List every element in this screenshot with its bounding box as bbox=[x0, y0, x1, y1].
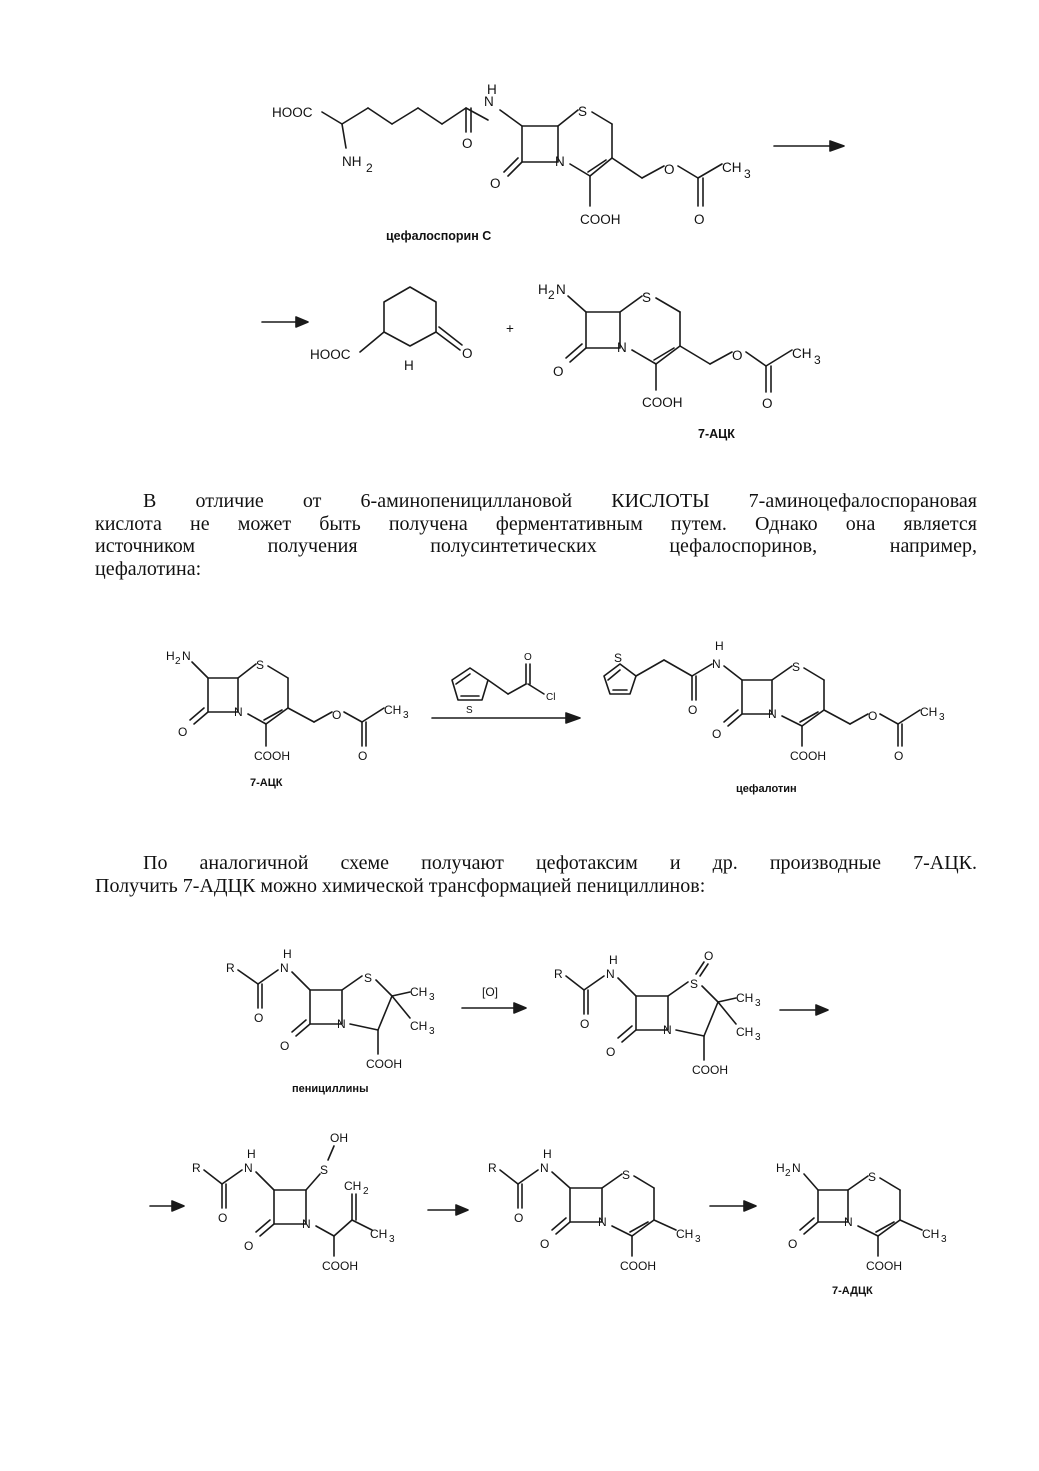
reaction-arrow bbox=[428, 1205, 468, 1215]
svg-text:O: O bbox=[462, 136, 473, 151]
svg-text:COOH: COOH bbox=[580, 212, 621, 227]
svg-text:O: O bbox=[218, 1211, 228, 1225]
svg-text:CH: CH bbox=[736, 991, 754, 1005]
svg-text:H: H bbox=[776, 1161, 785, 1175]
svg-text:O: O bbox=[514, 1211, 524, 1225]
svg-text:2: 2 bbox=[366, 161, 373, 175]
reaction-arrow bbox=[710, 1201, 756, 1211]
svg-text:COOH: COOH bbox=[692, 1063, 728, 1077]
svg-text:S: S bbox=[868, 1170, 877, 1184]
svg-text:H: H bbox=[609, 953, 618, 967]
svg-text:N: N bbox=[234, 705, 243, 719]
svg-text:O: O bbox=[553, 364, 564, 379]
paragraph-line: цефалотина: bbox=[95, 557, 202, 580]
svg-text:CH: CH bbox=[370, 1227, 388, 1241]
svg-text:3: 3 bbox=[695, 1234, 701, 1245]
svg-text:O: O bbox=[704, 949, 714, 963]
svg-text:S: S bbox=[320, 1163, 329, 1177]
cefalotin-structure bbox=[604, 639, 945, 795]
svg-text:N: N bbox=[712, 657, 721, 671]
reaction-arrow bbox=[774, 141, 844, 151]
svg-text:2: 2 bbox=[548, 288, 555, 302]
paragraph-line: По аналогичной схеме получают цефотаксим и др. производные 7-АЦК. bbox=[143, 852, 977, 874]
svg-text:S: S bbox=[614, 651, 623, 665]
svg-text:H: H bbox=[715, 639, 724, 653]
svg-text:COOH: COOH bbox=[254, 749, 290, 763]
svg-text:3: 3 bbox=[429, 992, 435, 1003]
reaction-arrow bbox=[262, 317, 308, 327]
paragraph-line: Получить 7-АДЦК можно химической трансформацией пенициллинов: bbox=[95, 874, 706, 897]
svg-text:N: N bbox=[484, 94, 494, 109]
svg-text:N: N bbox=[663, 1023, 672, 1037]
penicillins-label: пенициллины bbox=[292, 1083, 369, 1095]
svg-text:COOH: COOH bbox=[642, 395, 683, 410]
svg-text:2: 2 bbox=[785, 1168, 791, 1179]
svg-text:O: O bbox=[868, 709, 878, 723]
7-adca-label: 7-АДЦК bbox=[832, 1285, 873, 1297]
svg-text:[O]: [O] bbox=[482, 985, 499, 999]
paragraph-7-aca-description bbox=[95, 490, 977, 580]
svg-text:3: 3 bbox=[403, 710, 409, 721]
svg-text:S: S bbox=[690, 977, 699, 991]
sulfenic-acid-intermediate-structure bbox=[192, 1131, 395, 1273]
svg-text:O: O bbox=[688, 703, 698, 717]
svg-text:Cl: Cl bbox=[546, 692, 556, 703]
svg-text:O: O bbox=[732, 348, 743, 363]
svg-text:H: H bbox=[543, 1147, 552, 1161]
svg-text:CH: CH bbox=[384, 703, 402, 717]
svg-text:HOOC: HOOC bbox=[310, 347, 351, 362]
svg-text:O: O bbox=[540, 1237, 550, 1251]
svg-text:CH: CH bbox=[722, 160, 742, 175]
penicillin-sulfoxide-structure bbox=[554, 949, 761, 1077]
svg-text:3: 3 bbox=[744, 167, 751, 181]
svg-text:OH: OH bbox=[330, 1131, 348, 1145]
7-aca-label: 7-АЦК bbox=[698, 427, 735, 441]
svg-text:HOOC: HOOC bbox=[272, 105, 313, 120]
svg-text:S: S bbox=[364, 971, 373, 985]
7-aca-structure bbox=[538, 282, 821, 441]
svg-text:O: O bbox=[580, 1017, 590, 1031]
svg-text:COOH: COOH bbox=[322, 1259, 358, 1273]
svg-text:3: 3 bbox=[389, 1234, 395, 1245]
svg-text:CH: CH bbox=[676, 1227, 694, 1241]
svg-text:CH: CH bbox=[922, 1227, 940, 1241]
svg-text:COOH: COOH bbox=[790, 749, 826, 763]
svg-text:3: 3 bbox=[755, 998, 761, 1009]
svg-text:O: O bbox=[788, 1237, 798, 1251]
svg-text:H: H bbox=[538, 282, 548, 297]
svg-text:H: H bbox=[247, 1147, 256, 1161]
svg-text:H: H bbox=[283, 947, 292, 961]
svg-text:N: N bbox=[792, 1161, 801, 1175]
plus-sign: + bbox=[506, 321, 514, 336]
svg-text:COOH: COOH bbox=[366, 1057, 402, 1071]
svg-text:3: 3 bbox=[755, 1032, 761, 1043]
svg-text:3: 3 bbox=[814, 353, 821, 367]
svg-text:2: 2 bbox=[175, 656, 181, 667]
svg-text:S: S bbox=[256, 658, 265, 672]
svg-text:N: N bbox=[244, 1161, 253, 1175]
svg-text:O: O bbox=[606, 1045, 616, 1059]
penicillin-structure bbox=[226, 947, 435, 1095]
svg-text:O: O bbox=[462, 346, 473, 361]
reaction-arrow bbox=[150, 1201, 184, 1211]
svg-text:N: N bbox=[182, 649, 191, 663]
7-aca-structure bbox=[166, 649, 409, 789]
paragraph-line: В отличие от 6-аминопенициллановой КИСЛОТЫ 7-аминоцефалоспорановая bbox=[143, 490, 977, 512]
svg-text:N: N bbox=[302, 1217, 311, 1231]
svg-text:2: 2 bbox=[363, 1186, 369, 1197]
svg-text:N: N bbox=[555, 154, 565, 169]
svg-text:N: N bbox=[540, 1161, 549, 1175]
paragraph-line: кислота не может быть получена ферментативным путем. Однако она является bbox=[95, 512, 977, 535]
svg-text:N: N bbox=[606, 967, 615, 981]
svg-text:H: H bbox=[166, 649, 175, 663]
svg-text:O: O bbox=[280, 1039, 290, 1053]
svg-text:R: R bbox=[488, 1161, 497, 1175]
paragraph-7-adca-description bbox=[95, 852, 977, 897]
svg-text:O: O bbox=[712, 727, 722, 741]
svg-text:H: H bbox=[487, 82, 497, 97]
svg-text:CH: CH bbox=[920, 705, 938, 719]
svg-text:O: O bbox=[254, 1011, 264, 1025]
7-aca-label: 7-АЦК bbox=[250, 777, 283, 789]
svg-text:O: O bbox=[524, 652, 532, 663]
piperidone-carboxylic-acid-structure bbox=[310, 287, 473, 373]
oxidation-arrow bbox=[462, 985, 526, 1013]
svg-text:CH: CH bbox=[410, 1019, 428, 1033]
svg-text:R: R bbox=[554, 967, 563, 981]
svg-text:N: N bbox=[617, 340, 627, 355]
svg-text:O: O bbox=[894, 749, 904, 763]
svg-text:R: R bbox=[226, 961, 235, 975]
paragraph-line: источником получения полусинтетических цефалоспоринов, например, bbox=[95, 535, 977, 557]
cephalosporin-c-label: цефалоспорин С bbox=[386, 229, 492, 243]
svg-text:S: S bbox=[792, 660, 801, 674]
svg-text:N: N bbox=[337, 1017, 346, 1031]
svg-text:O: O bbox=[178, 725, 188, 739]
svg-text:NH: NH bbox=[342, 154, 362, 169]
svg-text:O: O bbox=[358, 749, 368, 763]
svg-text:S: S bbox=[642, 290, 652, 305]
scheme-penicillin-to-7-adca bbox=[0, 940, 1039, 1310]
svg-text:3: 3 bbox=[939, 712, 945, 723]
cephalosporin-c-structure bbox=[272, 82, 751, 243]
svg-text:S: S bbox=[578, 104, 588, 119]
svg-text:N: N bbox=[280, 961, 289, 975]
svg-text:3: 3 bbox=[429, 1026, 435, 1037]
svg-text:O: O bbox=[244, 1239, 254, 1253]
reaction-arrow bbox=[780, 1005, 828, 1015]
svg-text:CH: CH bbox=[792, 346, 812, 361]
svg-text:O: O bbox=[490, 176, 501, 191]
svg-text:COOH: COOH bbox=[866, 1259, 902, 1273]
svg-text:CH: CH bbox=[736, 1025, 754, 1039]
svg-text:N: N bbox=[556, 282, 566, 297]
svg-text:O: O bbox=[694, 212, 705, 227]
svg-text:O: O bbox=[332, 708, 342, 722]
svg-text:O: O bbox=[664, 162, 675, 177]
scheme-cefalotin-synthesis bbox=[0, 630, 1039, 810]
scheme-cephalosporin-c-hydrolysis bbox=[0, 80, 1039, 450]
svg-text:N: N bbox=[598, 1215, 607, 1229]
svg-text:O: O bbox=[762, 396, 773, 411]
svg-text:H: H bbox=[404, 358, 414, 373]
desacetoxycephalosporin-structure bbox=[488, 1147, 701, 1273]
svg-text:N: N bbox=[844, 1215, 853, 1229]
svg-text:N: N bbox=[768, 707, 777, 721]
svg-text:COOH: COOH bbox=[620, 1259, 656, 1273]
7-adca-structure bbox=[776, 1161, 947, 1297]
svg-text:S: S bbox=[622, 1168, 631, 1182]
svg-text:R: R bbox=[192, 1161, 201, 1175]
svg-text:3: 3 bbox=[941, 1234, 947, 1245]
cefalotin-label: цефалотин bbox=[736, 783, 797, 795]
svg-text:S: S bbox=[466, 705, 473, 716]
reaction-arrow-with-reagent bbox=[432, 652, 580, 723]
svg-text:CH: CH bbox=[410, 985, 428, 999]
svg-text:CH: CH bbox=[344, 1179, 362, 1193]
